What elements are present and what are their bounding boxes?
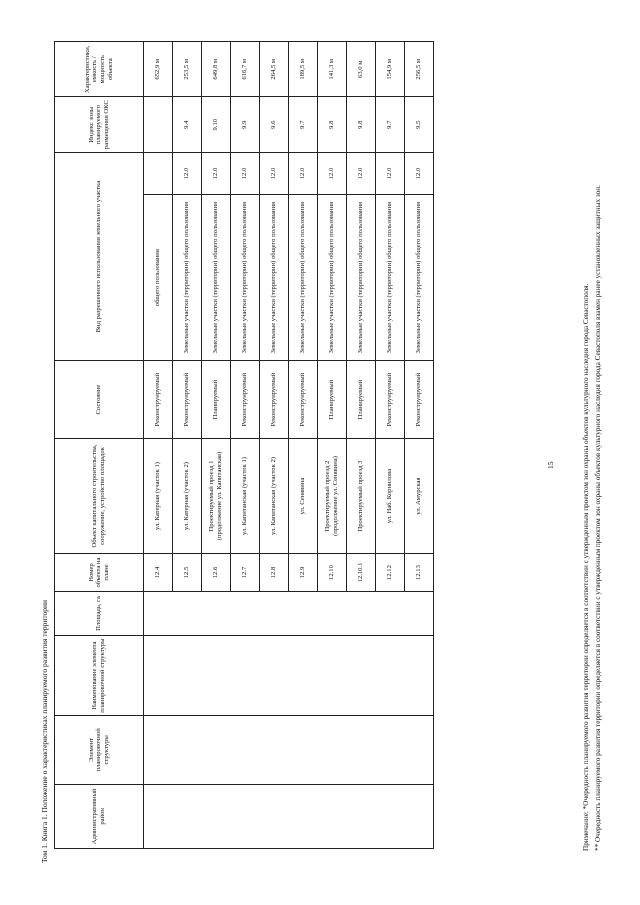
land-use: Земельные участки (территории) общего пользования <box>405 195 434 361</box>
object-state: Реконструируемый <box>289 361 318 439</box>
zone-index <box>144 97 173 152</box>
object-number: 12.5 <box>173 554 202 592</box>
object-number: 12.6 <box>202 554 231 592</box>
object-name: Проектируемый проезд 2 (продолжение ул. Сенявина) <box>318 438 347 553</box>
note-1: Примечание: *Очередность планируемого развития территории определяется в соответствии с утвержденным проектом зон охраны объектов культурного наследия города Севастополя. <box>582 283 590 851</box>
land-use-code: 12.0 <box>289 152 318 194</box>
table-row <box>144 42 173 849</box>
object-name: ул. Капитанская (участок 1) <box>231 438 260 553</box>
land-use: Земельные участки (территории) общего пользования <box>260 195 289 361</box>
land-use: Земельные участки (территории) общего пользования <box>173 195 202 361</box>
zone-index: 9.9 <box>231 97 260 152</box>
land-use-code: 12.0 <box>318 152 347 194</box>
land-use: Земельные участки (территории) общего пользования <box>202 195 231 361</box>
land-use-code: 12.0 <box>405 152 434 194</box>
zone-index: 9.4 <box>173 97 202 152</box>
land-use-code: 12.0 <box>260 152 289 194</box>
zone-index: 9.7 <box>289 97 318 152</box>
page-number: 15 <box>546 461 555 469</box>
object-state: Планируемый <box>202 361 231 439</box>
object-number: 12.8 <box>260 554 289 592</box>
land-use-code: 12.0 <box>231 152 260 194</box>
zone-index: 9.6 <box>260 97 289 152</box>
land-use-code: 12.0 <box>376 152 405 194</box>
object-number: 12.12 <box>376 554 405 592</box>
object-capacity: 649,8 м <box>202 42 231 98</box>
characteristics-table <box>54 41 434 849</box>
col-land-use: Вид разрешенного использования земельного участка <box>55 152 144 360</box>
col-object: Объект капитального строительства, сооружение, устройство площадок <box>55 438 144 553</box>
notes <box>582 51 606 851</box>
land-use: Земельные участки (территории) общего пользования <box>289 195 318 361</box>
object-capacity: 256,5 м <box>405 42 434 98</box>
object-capacity: 154,9 м <box>376 42 405 98</box>
zone-index: 9.7 <box>376 97 405 152</box>
col-district: Административный район <box>55 784 144 848</box>
object-number: 12.7 <box>231 554 260 592</box>
object-capacity: 652,9 м <box>144 42 173 98</box>
object-name: ул. Капитанская (участок 2) <box>260 438 289 553</box>
district-cell <box>144 784 434 848</box>
object-name: ул. Катерная (участок 1) <box>144 438 173 553</box>
zone-index: 9.10 <box>202 97 231 152</box>
zone-index: 9.5 <box>405 97 434 152</box>
col-number: Номер объекта на плане <box>55 554 144 592</box>
object-name: ул. Амурская <box>405 438 434 553</box>
object-name: Проектируемый проезд 1 (продолжение ул. Капитанская) <box>202 438 231 553</box>
object-state: Реконструируемый <box>231 361 260 439</box>
table-header-row <box>55 42 144 849</box>
land-use-code <box>144 152 173 194</box>
land-use: Земельные участки (территории) общего пользования <box>318 195 347 361</box>
object-state: Планируемый <box>318 361 347 439</box>
object-number: 12.9 <box>289 554 318 592</box>
land-use: Земельные участки (территории) общего пользования <box>231 195 260 361</box>
land-use: общего пользования <box>144 195 173 361</box>
object-capacity: 616,7 м <box>231 42 260 98</box>
object-capacity: 141,3 м <box>318 42 347 98</box>
land-use: Земельные участки (территории) общего пользования <box>376 195 405 361</box>
object-capacity: 253,5 м <box>173 42 202 98</box>
zone-index: 9.8 <box>347 97 376 152</box>
object-number: 12.13 <box>405 554 434 592</box>
object-capacity: 189,5 м <box>289 42 318 98</box>
document-header: Том 1. Книга 1. Положение о характеристиках планируемого развития территории <box>40 599 49 863</box>
object-number: 12.10 <box>318 554 347 592</box>
land-use: Земельные участки (территории) общего пользования <box>347 195 376 361</box>
element-name-cell <box>144 636 434 716</box>
object-number: 12.4 <box>144 554 173 592</box>
col-capacity: Характеристики, емкость / мощность объекта <box>55 42 144 98</box>
col-element: Элемент планировочной структуры <box>55 716 144 785</box>
col-area: Площадь, га <box>55 591 144 635</box>
object-state: Реконструируемый <box>260 361 289 439</box>
object-state: Реконструируемый <box>376 361 405 439</box>
object-state: Реконструируемый <box>144 361 173 439</box>
col-zone-index: Индекс зоны планируемого размещения ОКС <box>55 97 144 152</box>
object-state: Реконструируемый <box>173 361 202 439</box>
land-use-code: 12.0 <box>347 152 376 194</box>
object-state: Реконструируемый <box>405 361 434 439</box>
col-state: Состояние <box>55 361 144 439</box>
object-number: 12.10.1 <box>347 554 376 592</box>
object-name: ул. Наб. Корнилова <box>376 438 405 553</box>
object-state: Планируемый <box>347 361 376 439</box>
note-2: ** Очередность планируемого развития территории определяется в соответствии с утвержденным проектом зон охраны объектов культурного наследия города Севастополя взамен ранее установленных защитных зон. <box>594 185 602 851</box>
area-cell <box>144 591 434 635</box>
object-name: ул. Катерная (участок 2) <box>173 438 202 553</box>
col-element-name: Наименование элемента планировочной структуры <box>55 636 144 716</box>
object-capacity: 264,5 м <box>260 42 289 98</box>
object-name: ул. Сенявина <box>289 438 318 553</box>
land-use-code: 12.0 <box>173 152 202 194</box>
zone-index: 9.8 <box>318 97 347 152</box>
object-capacity: 63,0 м <box>347 42 376 98</box>
object-name: Проектируемый проезд 3 <box>347 438 376 553</box>
land-use-code: 12.0 <box>202 152 231 194</box>
element-cell <box>144 716 434 785</box>
